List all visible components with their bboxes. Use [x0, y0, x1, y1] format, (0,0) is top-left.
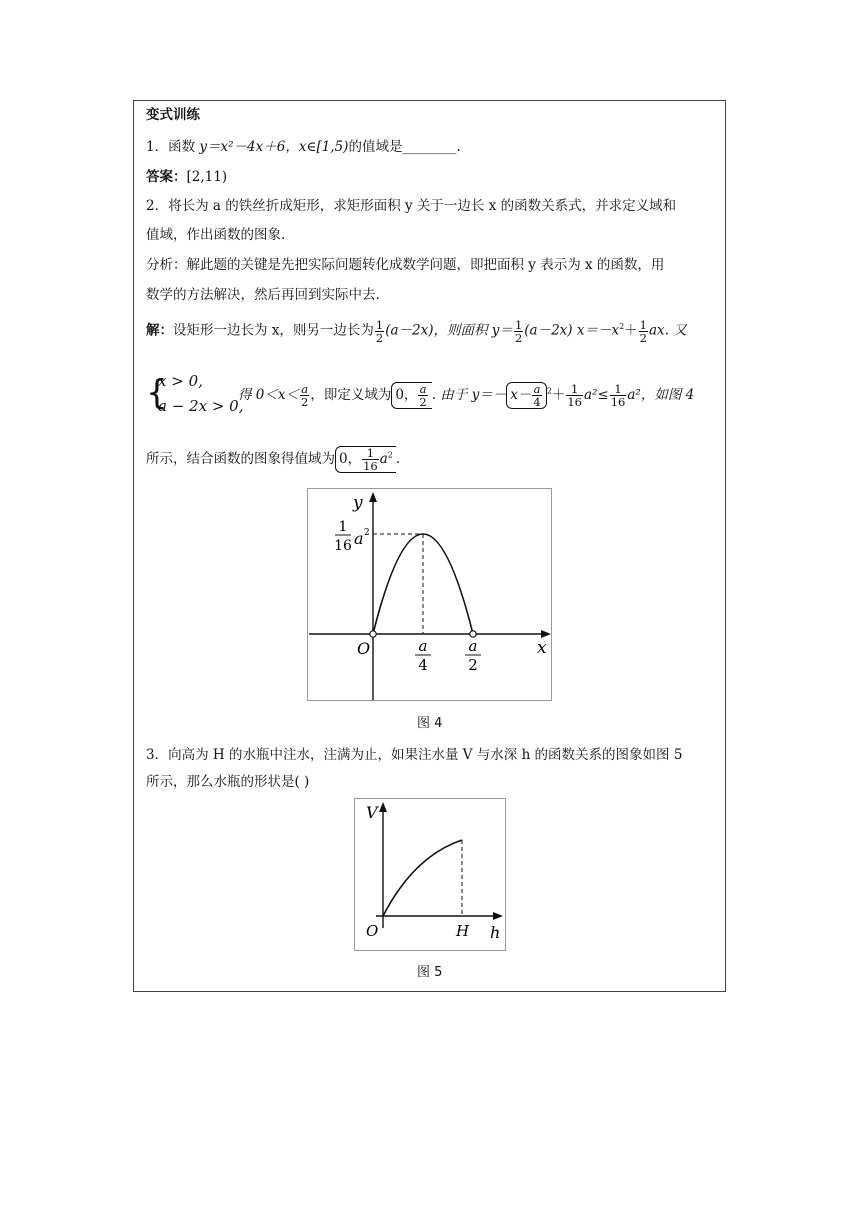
peak-num: 1	[338, 519, 348, 535]
origin-label: O	[366, 922, 379, 940]
x-axis-arrow	[541, 630, 551, 638]
question-2-line1: 2．将长为 a 的铁丝折成矩形，求矩形面积 y 关于一边长 x 的函数关系式，并求定义域和	[146, 198, 677, 214]
figure-4-caption: 图 4	[417, 716, 443, 731]
answer-label: 答案：	[146, 169, 187, 185]
y-axis-arrow	[369, 492, 377, 502]
question-3-line1: 3．向高为 H 的水瓶中注水，注满为止，如果注水量 V 与水深 h 的函数关系的图象如图 5	[146, 747, 683, 763]
q1-number: 1．	[146, 139, 169, 155]
volume-curve	[383, 840, 462, 916]
half-fraction-1: $\frac{1}{2}$	[375, 317, 384, 345]
solution-label: 解：	[146, 322, 173, 339]
analysis-line2: 数学的方法解决，然后再回到实际中去.	[146, 287, 380, 303]
question-1	[146, 138, 461, 156]
solution-line2-rest: 得 0＜x＜ $\frac{a}{2}$ ，即定义域为 0， $\frac{a}{2}$ . 由于 y＝－ x－ $\frac{a}{4}$ $^2$＋ $\frac{1}{16}$ a²≤ $\frac{1}{16}$ a²，如图 4	[238, 382, 695, 409]
half-fraction-3: $\frac{1}{2}$	[639, 317, 647, 345]
solution-text-d: ＋	[624, 322, 638, 339]
answer-value: [2,11)	[186, 169, 228, 185]
solution-text-k: a²，如图 4	[627, 387, 695, 403]
a-over-2-fraction: $\frac{a}{2}$	[301, 382, 309, 409]
figure-4	[307, 488, 552, 701]
solution-text-l: 所示，结合函数的图象得值域为	[146, 451, 335, 467]
analysis-line1: 分析：解此题的关键是先把实际问题转化成数学问题，即把面积 y 表示为 x 的函数，用	[146, 257, 665, 273]
figure-5-caption: 图 5	[417, 965, 443, 980]
solution-line3: 所示，结合函数的图象得值域为 0， $\frac{1}{16}$ $a^2$ .	[146, 446, 401, 473]
peak-den: 16	[334, 538, 352, 554]
figure-4-svg	[307, 488, 567, 718]
one-16-fraction-2: $\frac{1}{16}$	[610, 382, 626, 409]
v-axis-label: V	[366, 803, 378, 822]
question-3-line2: 所示，那么水瓶的形状是( )	[146, 774, 310, 790]
solution-line1: 解：设矩形一边长为 x，则另一边长为 $\frac{1}{2}$ (a－2x)，则面积 y＝ $\frac{1}{2}$ (a－2x) $x=-x^2+$ $\frac{1}{2}$ ax. 又	[146, 317, 687, 345]
answer-line	[146, 168, 227, 186]
v-axis-arrow	[379, 802, 387, 812]
question-2-line2: 值域，作出函数的图象.	[146, 227, 286, 243]
q1-pre: 函数	[168, 139, 196, 155]
h-axis-arrow	[493, 912, 503, 920]
y-axis-label: y	[353, 493, 363, 513]
solution-text-i: ＋	[551, 387, 566, 403]
solution-text-f: 得 0＜x＜	[238, 387, 299, 403]
square-bracket: x－ $\frac{a}{4}$	[506, 382, 546, 409]
system-row-1: x > 0,	[158, 372, 203, 390]
peak-a: a	[354, 529, 364, 548]
section-title: 变式训练	[146, 107, 200, 123]
solution-text-c: (a－2x) x＝－x	[524, 322, 620, 339]
origin-label: O	[357, 639, 371, 658]
H-tick-label: H	[456, 922, 470, 940]
system-row-2: a − 2x > 0,	[158, 397, 244, 415]
solution-text-h: . 由于 y＝－	[431, 387, 507, 403]
origin-open-point	[370, 631, 376, 637]
x-axis-label: x	[537, 638, 547, 658]
system-brace: {	[146, 373, 168, 413]
peak-sup: 2	[364, 528, 370, 538]
half-fraction-2: $\frac{1}{2}$	[514, 317, 523, 345]
q1-post: 的值域是________.	[348, 139, 461, 155]
tick-a4-den: 4	[418, 656, 428, 674]
figure-5-svg	[354, 798, 506, 951]
solution-text-e: ax. 又	[649, 322, 687, 339]
tick-a2-num: a	[468, 637, 478, 655]
solution-text-a: 设矩形一边长为 x，则另一边长为	[173, 322, 374, 339]
solution-text-g: ，即定义域为	[310, 387, 392, 403]
figure-5	[354, 798, 506, 951]
range-interval: 0， $\frac{1}{16}$ $a^2$	[335, 446, 396, 473]
tick-a4-num: a	[418, 637, 428, 655]
domain-interval: 0， $\frac{a}{2}$	[391, 382, 431, 409]
q1-math: y＝x²－4x＋6，x∈[1,5)	[199, 139, 349, 155]
h-axis-label: h	[490, 923, 501, 942]
solution-text-j: a²≤	[583, 387, 609, 403]
solution-text-b: (a－2x)，则面积 y＝	[385, 322, 513, 339]
tick-a2-den: 2	[468, 656, 478, 674]
one-16-fraction-1: $\frac{1}{16}$	[567, 382, 582, 409]
